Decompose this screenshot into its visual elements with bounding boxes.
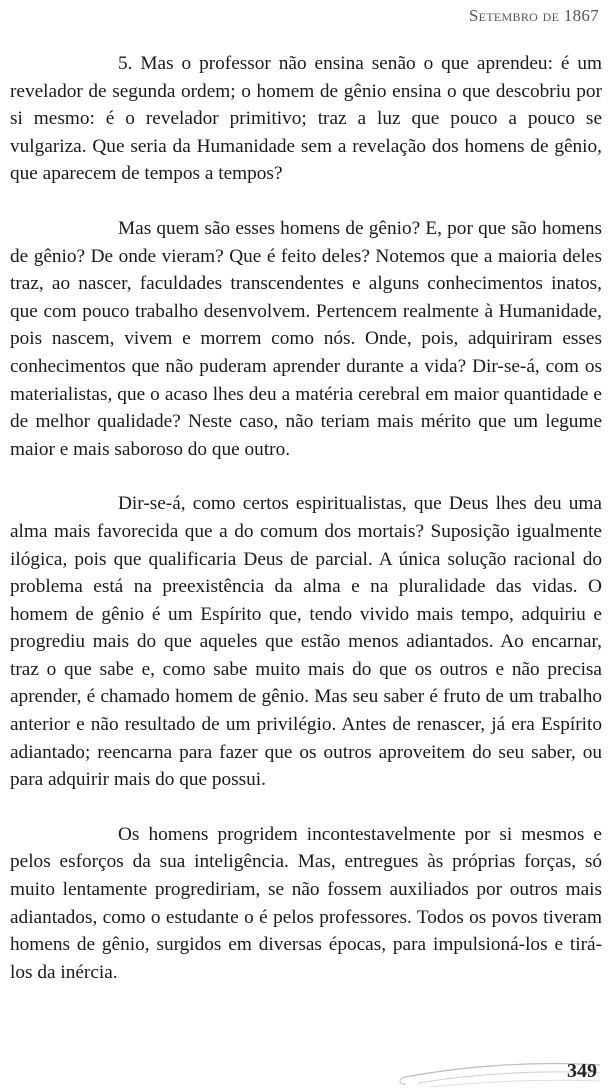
paragraph: Os homens progridem incontestavelmente por si mesmos e pelos esforços da sua inteligência. Mas, entregues às próprias forças, só muito lentamente progrediriam, se não fossem auxiliados por outros mais adiantados, como o estudante o é pelos professores. Todos os povos tiveram homens de gênio, surgidos em diversas épocas, para impulsioná-los e tirá-los da inércia. [10,823,602,983]
paragraph: 5. Mas o professor não ensina senão o que aprendeu: é um revelador de segunda ordem; o homem de gênio ensina o que descobriu por si mesmo: é o revelador primitivo; traz a luz que pouco a pouco se vulgariza. Que seria da Humanidade sem a revelação dos homens de gênio, que aparecem de tempos a tempos? [10,53,602,185]
page-number: 349 [567,1060,597,1082]
running-header: Setembro de 1867 [468,6,599,25]
page-footer [0,1021,611,1091]
body-text [10,50,602,986]
paragraph: Dir-se-á, como certos espiritualistas, que Deus lhes deu uma alma mais favorecida que a do comum dos mortais? Suposição igualmente ilógica, pois que qualificaria Deus de parcial. A única solução racional do problema está na preexistência da alma e na pluralidade das vidas. O homem de gênio é um Espírito que, tendo vivido mais tempo, adquiriu e progrediu mais do que aqueles que estão menos adiantados. Ao encarnar, traz o que sabe e, como sabe muito mais do que os outros e não precisa aprender, é chamado homem de gênio. Mas seu saber é fruto de um trabalho anterior e não resultado de um privilégio. Antes de renascer, já era Espírito adiantado; reencarna para fazer que os outros aproveitem do seu saber, ou para adquirir mais do que possui. [10,493,602,791]
footer-ornament-icon [0,1021,611,1091]
paragraph: Mas quem são esses homens de gênio? E, por que são homens de gênio? De onde vieram? Que é feito deles? Notemos que a maioria deles traz, ao nascer, faculdades transcendentes e alguns conhecimentos inatos, que com pouco trabalho desenvolvem. Pertencem realmente à Humanidade, pois nascem, vivem e morrem como nós. Onde, pois, adquiriram esses conhecimentos que não puderam aprender durante a vida? Dir-se-á, com os materialistas, que o acaso lhes deu a matéria cerebral em maior quantidade e de melhor qualidade? Neste caso, não teriam mais mérito que um legume maior e mais saboroso do que outro. [10,217,602,460]
